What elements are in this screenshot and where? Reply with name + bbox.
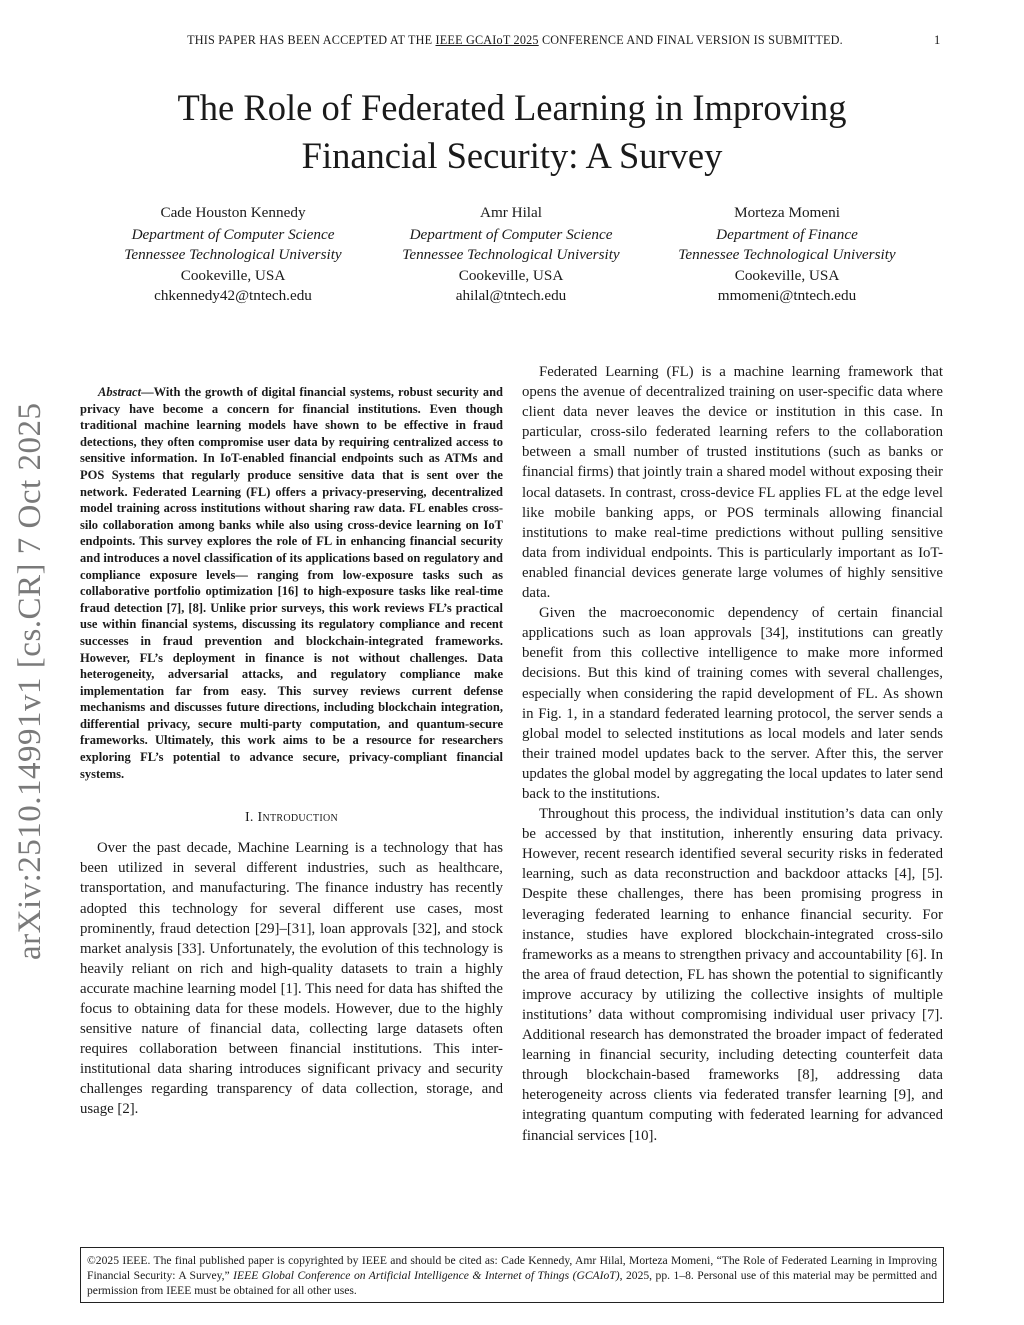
copyright-venue: IEEE Global Conference on Artificial Intelligence & Internet of Things (GCAIoT) [233,1269,620,1283]
paper-title [80,84,944,180]
author-name: Amr Hilal [479,204,542,221]
author-department: Department of Computer Science [409,225,613,243]
author-university: Tennessee Technological University [124,246,342,264]
intro-paragraph-1: Over the past decade, Machine Learning is a technology that has been utilized in several different industries, such as healthcare, transportation, and manufacturing. The finance industry has recently adopted this technology for several different use cases, most prominently, fraud detection [29]–[31], loan approvals [32], and stock market analysis [33]. Unfortunately, the evolution of this technology is heavily reliant on rich and high-quality datasets to train a highly accurate machine learning model [1]. This need for data has shifted the focus to obtaining data for these models. However, due to the highly sensitive nature of financial data, collecting large datasets often requires collaboration between financial institutions. This inter-institutional data sharing introduces significant privacy and security challenges regarding transparency of data collection, storage, and usage [2]. [80,840,503,1118]
author-department: Department of Computer Science [131,225,335,243]
author-university: Tennessee Technological University [678,246,896,264]
intro-paragraph-3: Given the macroeconomic dependency of certain financial applications such as loan approvals [34], institutions can greatly benefit from this collective intelligence to make more informed decisions. But this kind of training comes with several challenges, especially when considering the rapid development of FL. As shown in Fig. 1, in a standard federated learning protocol, the server sends a global model to selected institutions as local models and later sends their trained model updates back to the server. After this, the server updates the global model by aggregating the local updates to later send back to the institutions. [522,605,943,802]
copyright-text-2: , 2025, pp. 1–8. Personal use of this material may be permitted and permission from IEEE must be obtained for all other uses. [87,1269,937,1298]
copyright-text-1: ©2025 IEEE. The final published paper is copyrighted by IEEE and should be cited as: Cade Kennedy, Amr Hilal, Morteza Momeni, “The Role of Federated Learning in Improving Financial Security: A Survey,” [87,1254,937,1283]
header-conference-link[interactable]: IEEE GCAIoT 2025 [435,33,539,47]
title-line-2: Financial Security: A Survey [301,135,723,176]
author-name: Morteza Momeni [734,204,840,221]
running-header [80,33,950,48]
intro-paragraph-4: Throughout this process, the individual institution’s data can only be accessed by that institution, inherently ensuring data privacy. However, recent research identified several security risks in federated learning, such as data reconstruction and backdoor attacks [4], [5]. Despite these challenges, there has been promising progress in leveraging federated learning to enhance financial security. For instance, studies have explored blockchain-integrated cross-silo frameworks as a means to strengthen privacy and accountability [6]. In the area of fraud detection, FL has shown the potential to significantly improve accuracy by utilizing the collective insights of multiple institutions’ data without compromising individual user privacy [7]. Additional research has demonstrated the broader impact of federated learning in financial security, including detecting counterfeit data through blockchain-based frameworks [8], addressing data heterogeneity across clients via federated transfer learning [9], and integrating quantum computing with federated learning for advanced financial services [10]. [522,806,943,1144]
author-department: Department of Finance [716,225,858,243]
author-email[interactable]: chkennedy42@tntech.edu [154,287,312,305]
section-heading-introduction: I. Introduction [244,810,339,826]
author-location: Cookeville, USA [734,266,840,284]
header-suffix: CONFERENCE AND FINAL VERSION IS SUBMITTED. [538,33,843,47]
abstract-text: —With the growth of digital financial systems, robust security and privacy have become a concern for financial institutions. Even though traditional machine learning models have shown to be effective in fraud detections, they often compromise user data by requiring centralized access to sensitive information. In IoT-enabled financial endpoints such as ATMs and POS Systems that regularly produce sensitive data that is sent over the network. Federated Learning (FL) offers a privacy-preserving, decentralized model training across institutions without sharing raw data. FL enables cross-silo collaboration among banks while also using cross-device learning on IoT endpoints. This survey explores the role of FL in enhancing financial security and introduces a novel classification of its applications based on regulatory and compliance exposure levels— ranging from low-exposure tasks such as collaborative portfolio optimization [16] to high-exposure tasks like real-time fraud detection [7], [8]. Unlike prior surveys, this work reviews FL’s practical use within financial systems, discussing its regulatory compliance and recent successes in fraud prevention and blockchain-integrated frameworks. However, FL’s deployment in finance is not without challenges. Data heterogeneity, adversarial attacks, and regulatory compliance make implementation far from easy. This survey reviews current defense mechanisms and discusses future directions, including blockchain integration, differential privacy, secure multi-party computation, and quantum-secure frameworks. Ultimately, this work aims to be a resource for researchers exploring FL’s potential to advance secure, privacy-compliant financial systems. [80,385,503,781]
author-block-3 [637,203,937,307]
author-university: Tennessee Technological University [402,246,620,264]
author-block-1 [83,203,383,307]
left-column [80,384,503,1120]
title-line-1: The Role of Federated Learning in Improving [177,87,847,128]
page-number: 1 [934,33,941,47]
author-block-2 [361,203,661,307]
abstract [80,384,503,782]
author-location: Cookeville, USA [458,266,564,284]
arxiv-identifier: arXiv:2510.14991v1 [cs.CR] 7 Oct 2025 [12,402,48,960]
intro-paragraph-2: Federated Learning (FL) is a machine learning framework that opens the avenue of decentralized training on user-specific data where client data never leaves the device or institution in this case. In particular, cross-silo federated learning refers to the collaboration between a small number of trusted institutions (such as banks or financial firms) that jointly train a shared model without exposing their local datasets. In contrast, cross-device FL applies FL at the edge level like mobile banking apps, or POS terminals allowing financial institutions to make real-time predictions without pulling sensitive data from individual endpoints. This is particularly important as IoT-enabled financial devices generate large volumes of highly sensitive data. [522,364,943,602]
author-location: Cookeville, USA [180,266,286,284]
copyright-notice [80,1247,944,1303]
right-column [522,362,943,1146]
author-email[interactable]: mmomeni@tntech.edu [717,287,857,305]
author-email[interactable]: ahilal@tntech.edu [455,287,567,305]
header-prefix: THIS PAPER HAS BEEN ACCEPTED AT THE [187,33,436,47]
author-name: Cade Houston Kennedy [160,204,306,221]
abstract-label: Abstract [98,385,142,399]
